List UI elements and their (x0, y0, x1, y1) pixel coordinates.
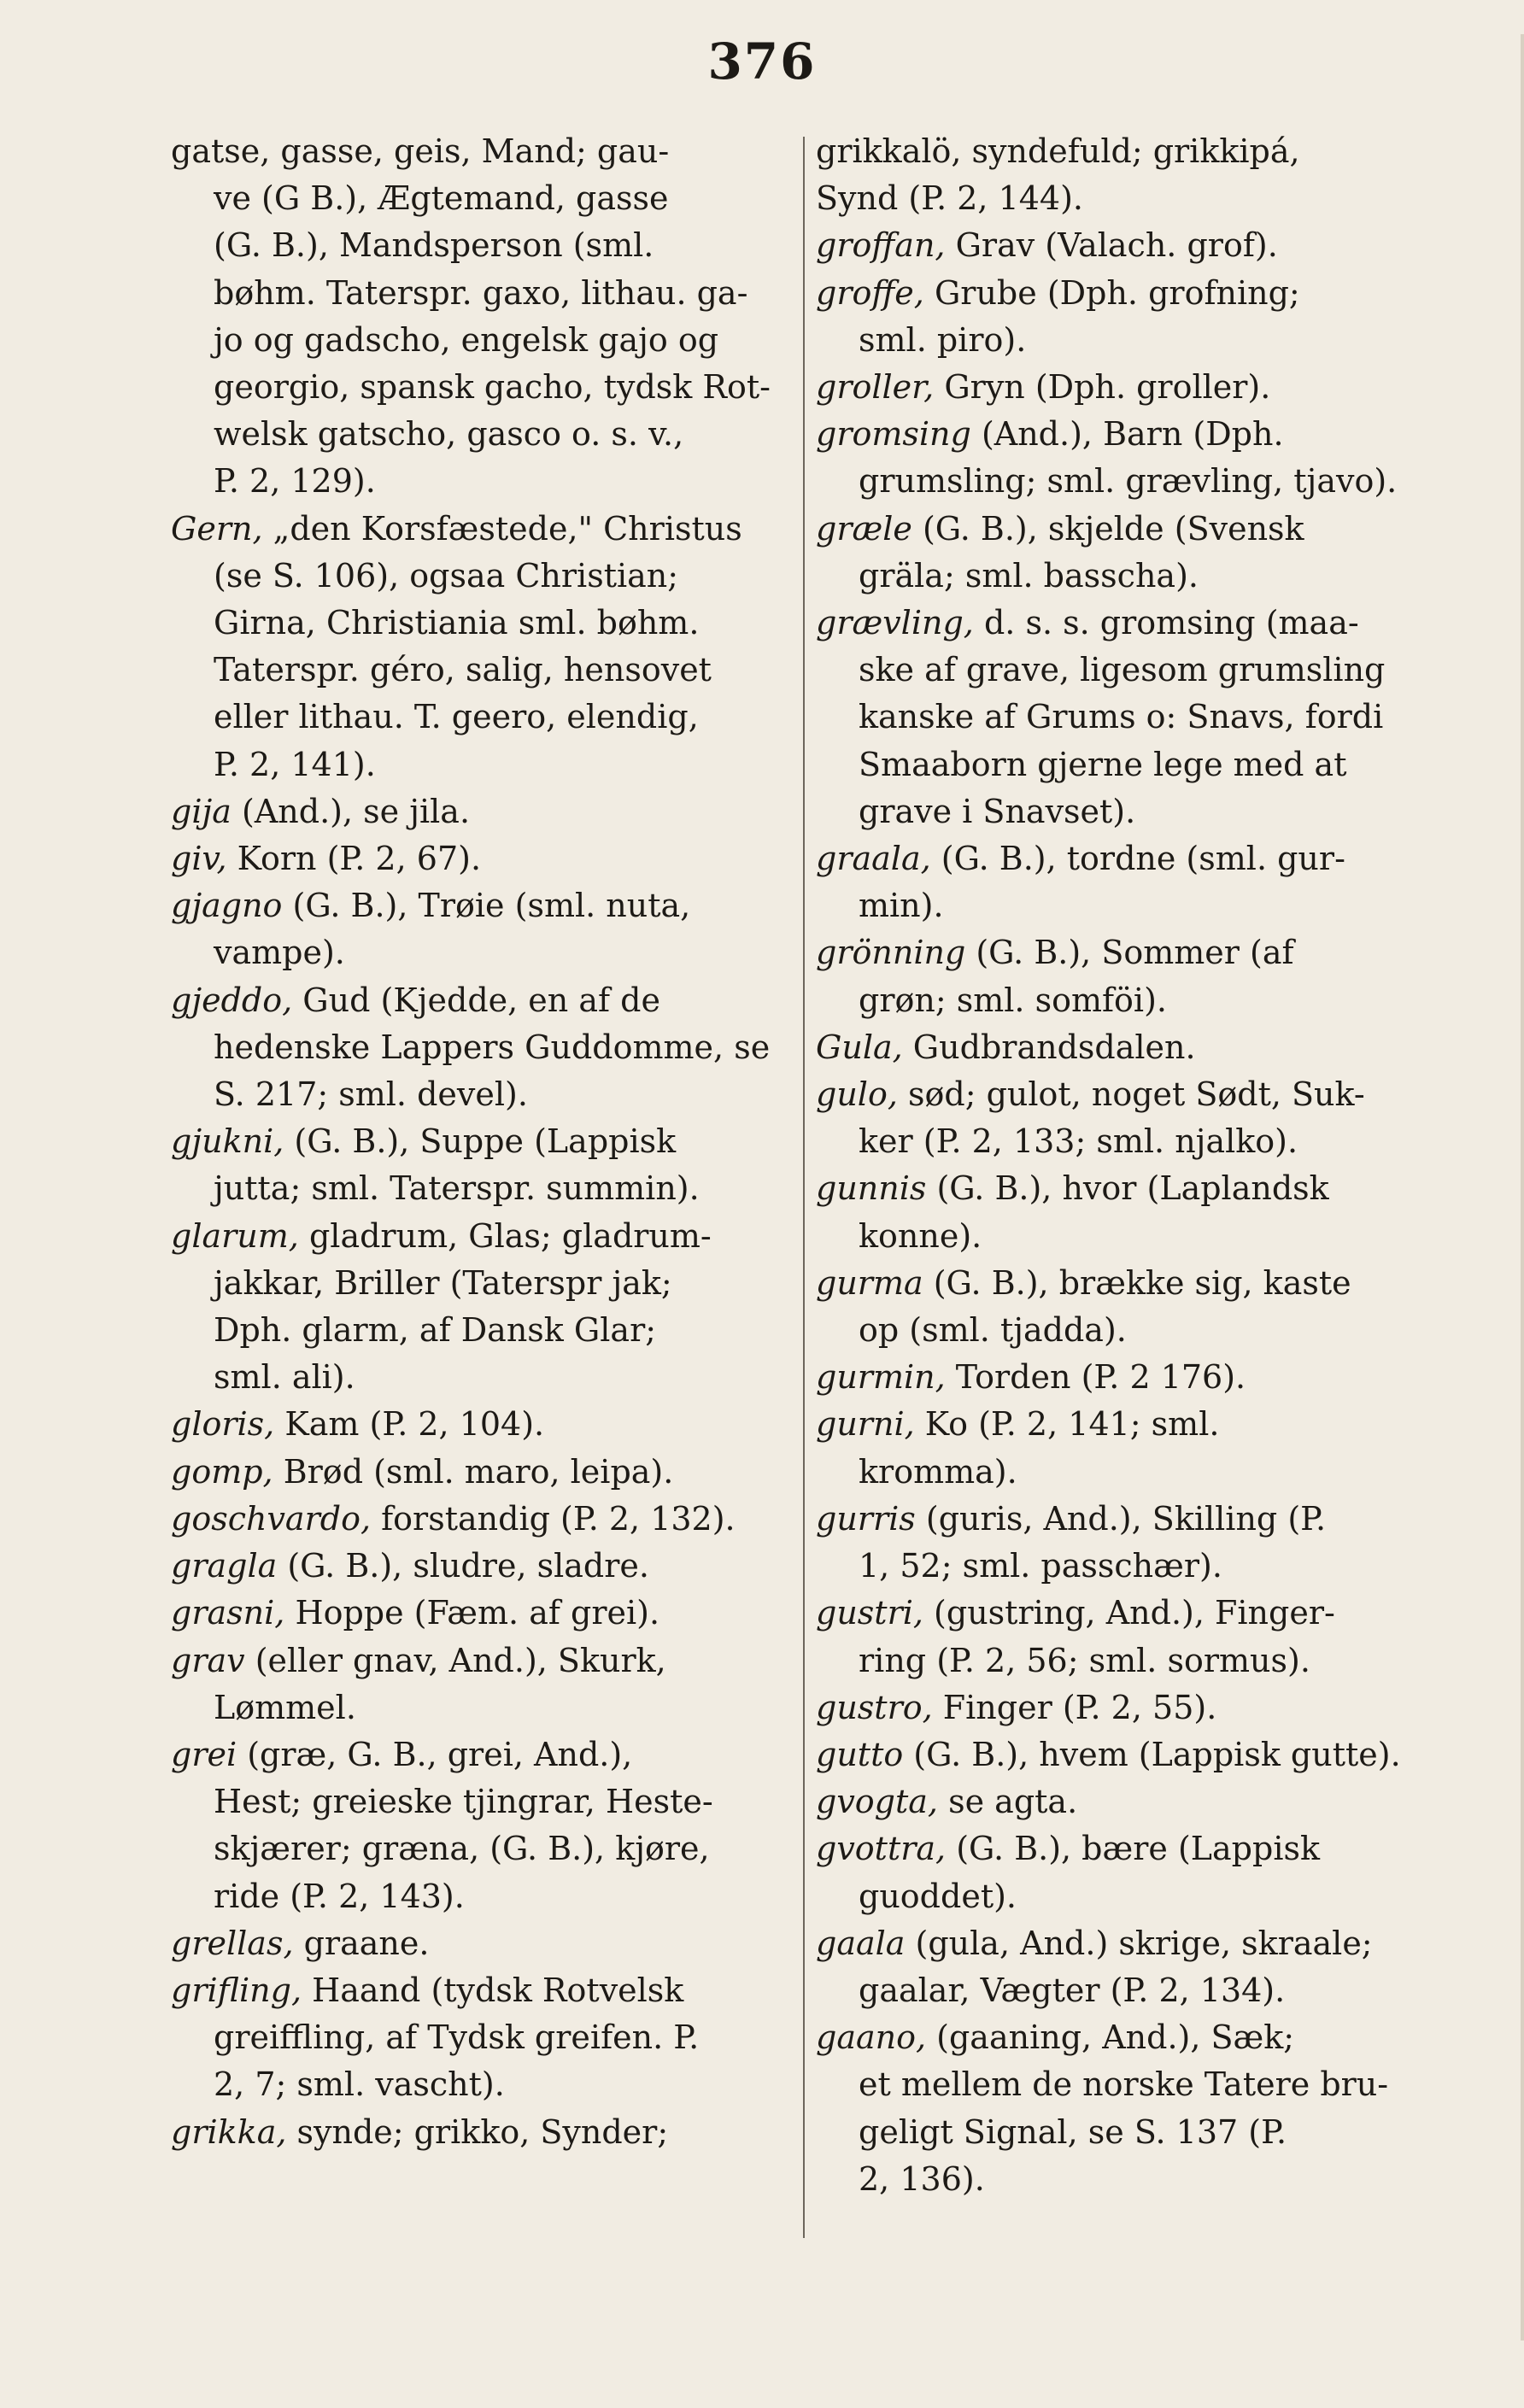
entry-text: (G. B.), sludre, sladre. (277, 1547, 649, 1585)
entry-line (816, 2109, 1431, 2156)
entry-text: 2, 136). (859, 2159, 985, 2198)
entry-line (171, 1778, 786, 1825)
entry-text: ske af grave, ligesom grumsling (859, 651, 1386, 689)
page-edge (1521, 34, 1524, 2341)
entry-text: bøhm. Taterspr. gaxo, lithau. ga- (214, 273, 748, 312)
entry-headword: groller, (816, 368, 935, 407)
entry-text: S. 217; sml. devel). (214, 1075, 528, 1114)
entry-line (171, 1684, 786, 1731)
entry-line (816, 929, 1431, 976)
entry-text: forstandig (P. 2, 132). (371, 1499, 736, 1538)
entry-line (171, 128, 786, 175)
entry-headword: gvottra, (816, 1830, 947, 1868)
entry-line (171, 1024, 786, 1071)
entry-text: gräla; sml. basscha). (859, 556, 1199, 595)
entry-line (171, 1118, 786, 1165)
entry-line (171, 458, 786, 505)
right-column (816, 128, 1431, 2203)
entry-line (816, 835, 1431, 882)
entry-headword: gomp, (171, 1452, 273, 1491)
entry-line (171, 1213, 786, 1260)
entry-line (816, 128, 1431, 175)
entry-text: 2, 7; sml. vascht). (214, 2065, 505, 2104)
entry-text: (G. B.), Trøie (sml. nuta, (282, 887, 691, 925)
entry-headword: gurma (816, 1263, 923, 1302)
entry-headword: gunnis (816, 1169, 927, 1208)
entry-line (171, 694, 786, 741)
entry-headword: gurmin, (816, 1358, 946, 1397)
entry-headword: gragla (171, 1547, 278, 1585)
entry-text: Torden (P. 2 176). (945, 1358, 1246, 1397)
entry-headword: grifling, (171, 1971, 302, 2009)
entry-line (171, 222, 786, 269)
entry-line (816, 364, 1431, 411)
entry-text: grumsling; sml. grævling, tjavo). (859, 462, 1398, 501)
entry-line (816, 506, 1431, 553)
entry-text: grave i Snavset). (859, 792, 1136, 830)
entry-text: Dph. glarm, af Dansk Glar; (214, 1311, 657, 1350)
entry-line (816, 1590, 1431, 1637)
entry-text: (guris, And.), Skilling (P. (915, 1499, 1327, 1538)
entry-line (171, 270, 786, 317)
entry-line (816, 222, 1431, 269)
entry-text: skjærer; græna, (G. B.), kjøre, (214, 1830, 710, 1868)
entry-line (816, 1920, 1431, 1967)
entry-text: Kam (P. 2, 104). (274, 1405, 545, 1444)
entry-line (816, 458, 1431, 505)
entry-line (816, 1118, 1431, 1165)
entry-text: Haand (tydsk Rotvelsk (302, 1971, 684, 2009)
entry-headword: Gern, (171, 509, 263, 548)
entry-line (816, 317, 1431, 364)
entry-text: Brød (sml. maro, leipa). (273, 1452, 674, 1491)
entry-line (171, 317, 786, 364)
entry-headword: gulo, (816, 1075, 898, 1114)
entry-text: greiffling, af Tydsk greifen. P. (214, 2018, 700, 2057)
entry-line (171, 1496, 786, 1543)
entry-text: (gustring, And.), Finger- (923, 1594, 1335, 1632)
entry-text: (G. B.), Sommer (af (965, 934, 1294, 972)
entry-line (816, 1401, 1431, 1448)
entry-headword: grönning (816, 934, 966, 972)
left-column (171, 128, 786, 2156)
entry-headword: goschvardo, (171, 1499, 372, 1538)
entry-headword: grasni, (171, 1594, 285, 1632)
entry-headword: gutto (816, 1735, 904, 1773)
entry-text: (gaaning, And.), Sæk; (926, 2018, 1295, 2057)
entry-line (816, 1496, 1431, 1543)
entry-line (816, 1165, 1431, 1212)
entry-line (171, 788, 786, 835)
entry-line (171, 647, 786, 694)
entry-line (171, 1920, 786, 1967)
entry-text: (græ, G. B., grei, And.), (237, 1735, 633, 1773)
entry-text: kanske af Grums o: Snavs, fordi (859, 698, 1384, 736)
entry-text: eller lithau. T. geero, elendig, (214, 698, 699, 736)
entry-headword: gjukni, (171, 1122, 284, 1161)
entry-text: op (sml. tjadda). (859, 1311, 1127, 1350)
entry-line (816, 270, 1431, 317)
entry-line (816, 1024, 1431, 1071)
entry-line (816, 2014, 1431, 2061)
entry-line (171, 506, 786, 553)
entry-headword: græle (816, 509, 912, 548)
entry-text: Lømmel. (214, 1688, 356, 1726)
entry-line (171, 2109, 786, 2156)
entry-headword: giv, (171, 840, 227, 878)
entry-headword: groffe, (816, 273, 924, 312)
entry-text: Korn (P. 2, 67). (226, 840, 482, 878)
entry-line (171, 977, 786, 1024)
entry-text: se agta. (938, 1783, 1078, 1821)
entry-line (171, 1731, 786, 1778)
entry-text: Gud (Kjedde, en af de (292, 981, 660, 1019)
entry-line (171, 553, 786, 600)
entry-headword: grei (171, 1735, 237, 1773)
entry-line (816, 411, 1431, 458)
entry-text: welsk gatscho, gasco o. s. v., (214, 415, 684, 454)
entry-headword: gustro, (816, 1688, 933, 1726)
entry-line (171, 741, 786, 788)
entry-line (816, 882, 1431, 929)
entry-text: (G. B.), hvem (Lappisk gutte). (903, 1735, 1401, 1773)
entry-text: (And.), se jila. (231, 792, 471, 830)
entry-headword: groffan, (816, 226, 946, 265)
entry-text: geligt Signal, se S. 137 (P. (859, 2112, 1287, 2151)
entry-text: 1, 52; sml. passchær). (859, 1547, 1222, 1585)
entry-line (816, 1354, 1431, 1401)
entry-line (171, 1873, 786, 1920)
entry-text: sød; gulot, noget Sødt, Suk- (897, 1075, 1365, 1114)
entry-line (171, 1401, 786, 1448)
entry-text: (G. B.), brække sig, kaste (923, 1263, 1351, 1302)
entry-line (816, 1778, 1431, 1825)
entry-line (171, 1543, 786, 1590)
entry-text: ride (P. 2, 143). (214, 1877, 465, 1915)
page-number: 376 (707, 32, 817, 91)
entry-line (816, 1213, 1431, 1260)
entry-text: (G. B.), tordne (sml. gur- (930, 840, 1345, 878)
entry-line (816, 600, 1431, 647)
entry-line (816, 1873, 1431, 1920)
entry-headword: grellas, (171, 1924, 294, 1962)
entry-line (171, 835, 786, 882)
entry-text: jo og gadscho, engelsk gajo og (214, 320, 719, 359)
entry-headword: gromsing (816, 415, 971, 454)
entry-line (816, 1684, 1431, 1731)
entry-line (816, 741, 1431, 788)
entry-text: (G. B.), hvor (Laplandsk (926, 1169, 1329, 1208)
entry-line (171, 411, 786, 458)
entry-text: ker (P. 2, 133; sml. njalko). (859, 1122, 1298, 1161)
entry-line (816, 1967, 1431, 2014)
entry-headword: gustri, (816, 1594, 923, 1632)
entry-headword: Gula, (816, 1028, 903, 1066)
entry-text: Grube (Dph. grofning; (923, 273, 1300, 312)
entry-line (171, 175, 786, 222)
entry-line (171, 1260, 786, 1307)
entry-text: Grav (Valach. grof). (945, 226, 1278, 265)
entry-text: georgio, spansk gacho, tydsk Rot- (214, 368, 771, 407)
entry-headword: gaano, (816, 2018, 927, 2057)
entry-line (171, 1825, 786, 1872)
entry-text: (And.), Barn (Dph. (970, 415, 1284, 454)
entry-line (171, 1590, 786, 1637)
entry-text: d. s. s. gromsing (maa- (973, 604, 1359, 642)
entry-line (171, 1449, 786, 1496)
entry-text: Synd (P. 2, 144). (816, 179, 1083, 218)
entry-text: (eller gnav, And.), Skurk, (244, 1641, 666, 1679)
entry-headword: gurni, (816, 1405, 915, 1444)
entry-headword: glarum, (171, 1216, 299, 1255)
entry-text: Gudbrandsdalen. (902, 1028, 1196, 1066)
entry-line (171, 1307, 786, 1354)
entry-text: grøn; sml. somföi). (859, 981, 1167, 1019)
entry-line (816, 1449, 1431, 1496)
entry-text: (se S. 106), ogsaa Christian; (214, 556, 679, 595)
entry-line (171, 1638, 786, 1684)
entry-text: ve (G B.), Ægtemand, gasse (214, 179, 669, 218)
entry-text: Hest; greieske tjingrar, Heste- (214, 1783, 713, 1821)
entry-text: „den Korsfæstede," Christus (262, 509, 742, 548)
entry-text: Hoppe (Fæm. af grei). (284, 1594, 660, 1632)
entry-text: et mellem de norske Tatere bru- (859, 2065, 1389, 2104)
entry-line (171, 1165, 786, 1212)
entry-line (816, 1638, 1431, 1684)
entry-text: grikkalö, syndefuld; grikkipá, (816, 132, 1300, 170)
entry-line (171, 882, 786, 929)
entry-line (816, 1543, 1431, 1590)
entry-headword: gija (171, 792, 232, 830)
entry-text: jakkar, Briller (Taterspr jak; (214, 1263, 672, 1302)
entry-line (816, 1825, 1431, 1872)
entry-text: sml. ali). (214, 1358, 355, 1397)
entry-line (816, 175, 1431, 222)
entry-line (816, 1071, 1431, 1118)
entry-line (171, 1071, 786, 1118)
entry-text: (G. B.), Mandsperson (sml. (214, 226, 654, 265)
entry-text: gladrum, Glas; gladrum- (298, 1216, 712, 1255)
entry-text: hedenske Lappers Guddomme, se (214, 1028, 771, 1066)
entry-line (816, 1731, 1431, 1778)
entry-text: Taterspr. géro, salig, hensovet (214, 651, 712, 689)
entry-line (171, 364, 786, 411)
entry-headword: gvogta, (816, 1783, 939, 1821)
entry-text: (gula, And.) skrige, skraale; (905, 1924, 1373, 1962)
entry-text: gatse, gasse, geis, Mand; gau- (171, 132, 670, 170)
entry-headword: grævling, (816, 604, 974, 642)
entry-text: guoddet). (859, 1877, 1017, 1915)
entry-text: Ko (P. 2, 141; sml. (914, 1405, 1220, 1444)
entry-text: P. 2, 141). (214, 745, 376, 783)
entry-text: graane. (293, 1924, 430, 1962)
entry-line (171, 1354, 786, 1401)
entry-text: (G. B.), Suppe (Lappisk (284, 1122, 677, 1161)
entry-line (171, 600, 786, 647)
entry-line (171, 929, 786, 976)
entry-text: kromma). (859, 1452, 1017, 1491)
entry-text: Smaaborn gjerne lege med at (859, 745, 1347, 783)
entry-headword: grikka, (171, 2112, 287, 2151)
entry-text: gaalar, Vægter (P. 2, 134). (859, 1971, 1286, 2009)
entry-text: ring (P. 2, 56; sml. sormus). (859, 1641, 1310, 1679)
entry-headword: gurris (816, 1499, 916, 1538)
entry-text: vampe). (214, 934, 345, 972)
entry-headword: gjeddo, (171, 981, 293, 1019)
entry-line (171, 2014, 786, 2061)
entry-text: min). (859, 887, 944, 925)
entry-text: konne). (859, 1216, 982, 1255)
entry-text: sml. piro). (859, 320, 1027, 359)
entry-headword: gloris, (171, 1405, 275, 1444)
entry-headword: gaala (816, 1924, 906, 1962)
entry-line (816, 977, 1431, 1024)
entry-headword: gjagno (171, 887, 283, 925)
entry-text: Gryn (Dph. groller). (934, 368, 1271, 407)
entry-text: jutta; sml. Taterspr. summin). (214, 1169, 700, 1208)
entry-line (816, 553, 1431, 600)
entry-text: synde; grikko, Synder; (286, 2112, 669, 2151)
entry-text: (G. B.), bære (Lappisk (946, 1830, 1320, 1868)
entry-text: Finger (P. 2, 55). (932, 1688, 1217, 1726)
entry-headword: grav (171, 1641, 245, 1679)
entry-line (171, 1967, 786, 2014)
entry-line (816, 647, 1431, 694)
entry-line (171, 2061, 786, 2108)
entry-line (816, 2061, 1431, 2108)
entry-line (816, 2156, 1431, 2203)
entry-text: Girna, Christiania sml. bøhm. (214, 604, 700, 642)
entry-text: (G. B.), skjelde (Svensk (911, 509, 1304, 548)
entry-line (816, 1260, 1431, 1307)
entry-text: P. 2, 129). (214, 462, 376, 501)
column-divider (803, 137, 805, 2238)
entry-line (816, 788, 1431, 835)
entry-line (816, 694, 1431, 741)
entry-headword: graala, (816, 840, 931, 878)
entry-line (816, 1307, 1431, 1354)
